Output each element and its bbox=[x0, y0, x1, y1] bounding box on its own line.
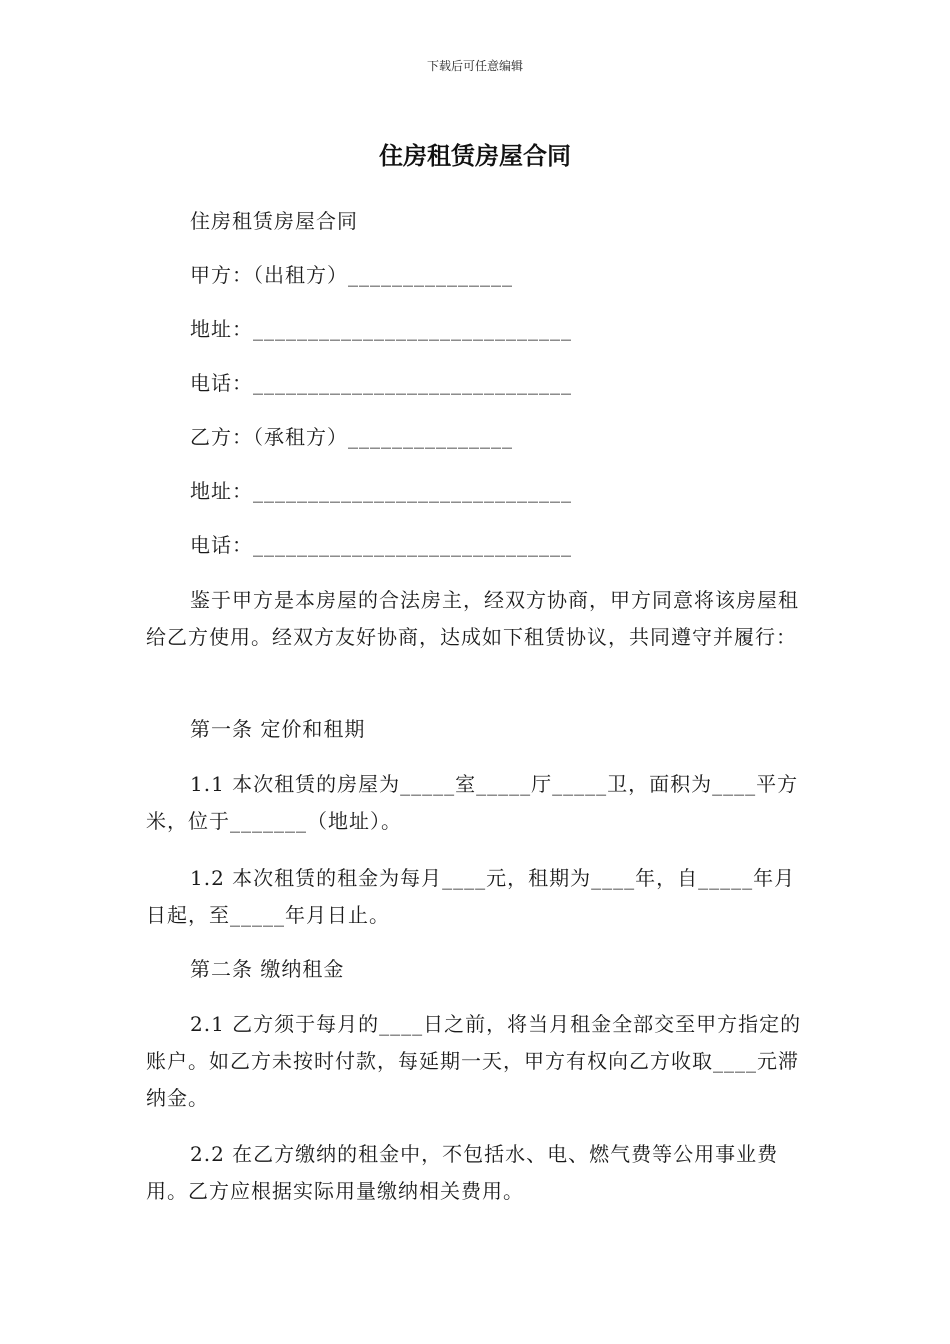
clause-2-1: 2.1 乙方须于每月的____日之前，将当月租金全部交至甲方指定的账户。如乙方未按时付款，每延期一天，甲方有权向乙方收取____元滞纳金。 bbox=[146, 1012, 802, 1110]
party-b-name-line: 乙方：（承租方）_______________ bbox=[190, 425, 513, 449]
clause-1-2: 1.2 本次租赁的租金为每月____元，租期为____年，自_____年月日起，至_____年月日止。 bbox=[146, 866, 796, 927]
party-a-phone-line: 电话：_____________________________ bbox=[190, 371, 572, 395]
clause-2-2: 2.2 在乙方缴纳的租金中，不包括水、电、燃气费等公用事业费用。乙方应根据实际用量缴纳相关费用。 bbox=[146, 1142, 779, 1203]
article-2-heading: 第二条 缴纳租金 bbox=[190, 957, 345, 981]
party-b-address-line: 地址：_____________________________ bbox=[190, 479, 572, 503]
document-subtitle: 住房租赁房屋合同 bbox=[190, 209, 358, 233]
article-1-heading: 第一条 定价和租期 bbox=[190, 717, 366, 741]
document-title: 住房租赁房屋合同 bbox=[379, 142, 571, 170]
clause-1-1: 1.1 本次租赁的房屋为_____室_____厅_____卫，面积为____平方米，位于_______（地址）。 bbox=[146, 772, 799, 833]
party-a-name-line: 甲方：（出租方）_______________ bbox=[190, 263, 513, 287]
party-b-phone-line: 电话：_____________________________ bbox=[190, 533, 572, 557]
header-note: 下载后可任意编辑 bbox=[426, 59, 523, 73]
party-a-address-line: 地址：_____________________________ bbox=[190, 317, 572, 341]
preamble-paragraph: 鉴于甲方是本房屋的合法房主，经双方协商，甲方同意将该房屋租给乙方使用。经双方友好协商，达成如下租赁协议，共同遵守并履行： bbox=[146, 588, 799, 649]
